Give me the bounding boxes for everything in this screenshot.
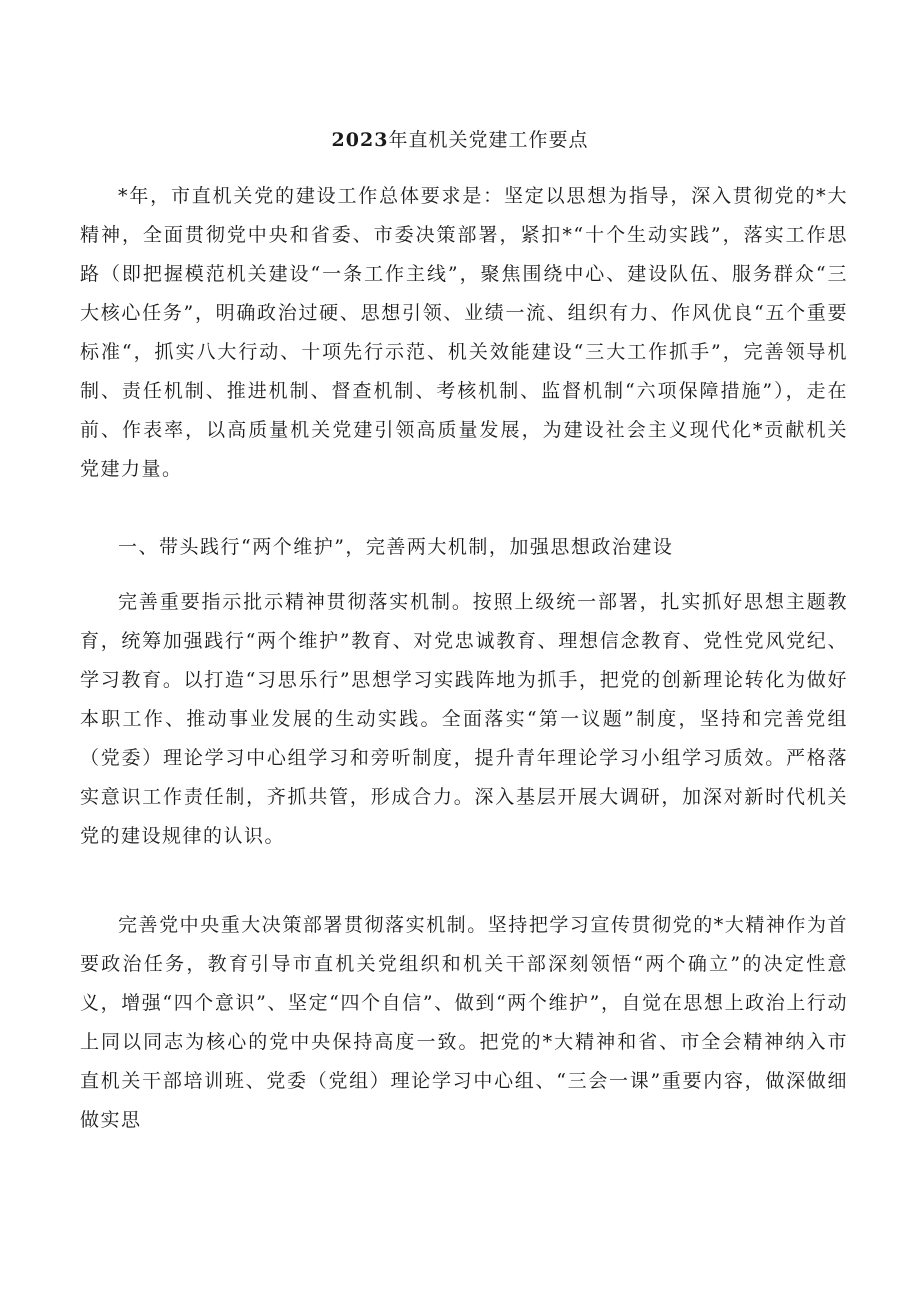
- body-paragraph-2: 完善党中央重大决策部署贯彻落实机制。坚持把学习宣传贯彻党的*大精神作为首要政治任务，教育引导市直机关党组织和机关干部深刻领悟“两个确立”的决定性意义，增强“四个意识”、坚定“四个自信”、做到“两个维护”，自觉在思想上政治上行动上同以同志为核心的党中央保持高度一致。把党的*大精神和省、市全会精神纳入市直机关干部培训班、党委（党组）理论学习中心组、“三会一课”重要内容，做深做细做实思: [80, 914, 848, 1131]
- title-year: 2023: [331, 129, 389, 151]
- section-heading: 一、带头践行“两个维护”，完善两大机制，加强思想政治建设: [118, 536, 674, 558]
- document-title: [0, 126, 920, 154]
- title-text: 年直机关党建工作要点: [388, 129, 589, 151]
- intro-paragraph: *年，市直机关党的建设工作总体要求是：坚定以思想为指导，深入贯彻党的*大精神，全面贯彻党中央和省委、市委决策部署，紧扣*“十个生动实践”，落实工作思路（即把握模范机关建设“一条工作主线”，聚焦围绕中心、建设队伍、服务群众“三大核心任务”，明确政治过硬、思想引领、业绩一流、组织有力、作风优良“五个重要标准“，抓实八大行动、十项先行示范、机关效能建设“三大工作抓手”，完善领导机制、责任机制、推进机制、督查机制、考核机制、监督机制“六项保障措施”），走在前、作表率，以高质量机关党建引领高质量发展，为建设社会主义现代化*贡献机关党建力量。: [80, 185, 848, 480]
- body-paragraph-1: 完善重要指示批示精神贯彻落实机制。按照上级统一部署，扎实抓好思想主题教育，统筹加强践行“两个维护”教育、对党忠诚教育、理想信念教育、党性党风党纪、学习教育。以打造“习思乐行”思想学习实践阵地为抓手，把党的创新理论转化为做好本职工作、推动事业发展的生动实践。全面落实“第一议题”制度，坚持和完善党组（党委）理论学习中心组学习和旁听制度，提升青年理论学习小组学习质效。严格落实意识工作责任制，齐抓共管，形成合力。深入基层开展大调研，加深对新时代机关党的建设规律的认识。: [80, 591, 848, 847]
